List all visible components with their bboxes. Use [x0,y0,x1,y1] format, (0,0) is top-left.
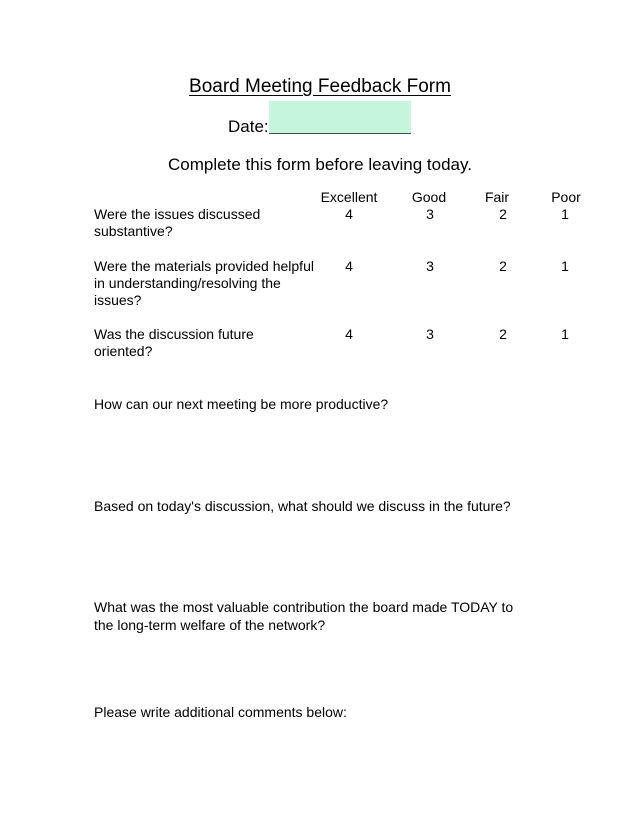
rating-question-1: Were the issues discussed substantive? [94,206,261,239]
date-label: Date: [228,117,269,136]
score-fair[interactable]: 2 [499,206,507,222]
instruction-text: Complete this form before leaving today. [168,155,472,174]
score-good[interactable]: 3 [426,326,434,342]
date-field[interactable] [269,101,411,134]
page-title: Board Meeting Feedback Form [189,76,451,97]
rating-question-3: Was the discussion future oriented? [94,326,254,359]
score-poor[interactable]: 1 [561,258,569,274]
score-excellent[interactable]: 4 [345,206,353,222]
column-header-fair: Fair [484,189,510,205]
score-excellent[interactable]: 4 [345,326,353,342]
open-question-additional-comments: Please write additional comments below: [94,704,347,720]
rating-question-2: Were the materials provided helpful in understanding/resolving the issues? [94,258,314,308]
open-question-valuable-contribution: What was the most valuable contribution the board made TODAY to the long-term welfare of the network? [94,599,514,633]
column-header-excellent: Excellent [320,189,378,205]
score-good[interactable]: 3 [426,206,434,222]
open-question-productive: How can our next meeting be more productive? [94,396,389,412]
score-poor[interactable]: 1 [561,326,569,342]
score-fair[interactable]: 2 [499,326,507,342]
score-good[interactable]: 3 [426,258,434,274]
column-header-good: Good [411,189,447,205]
score-excellent[interactable]: 4 [345,258,353,274]
column-header-poor: Poor [551,189,581,205]
score-poor[interactable]: 1 [561,206,569,222]
open-question-future-topics: Based on today's discussion, what should we discuss in the future? [94,498,511,514]
score-fair[interactable]: 2 [499,258,507,274]
